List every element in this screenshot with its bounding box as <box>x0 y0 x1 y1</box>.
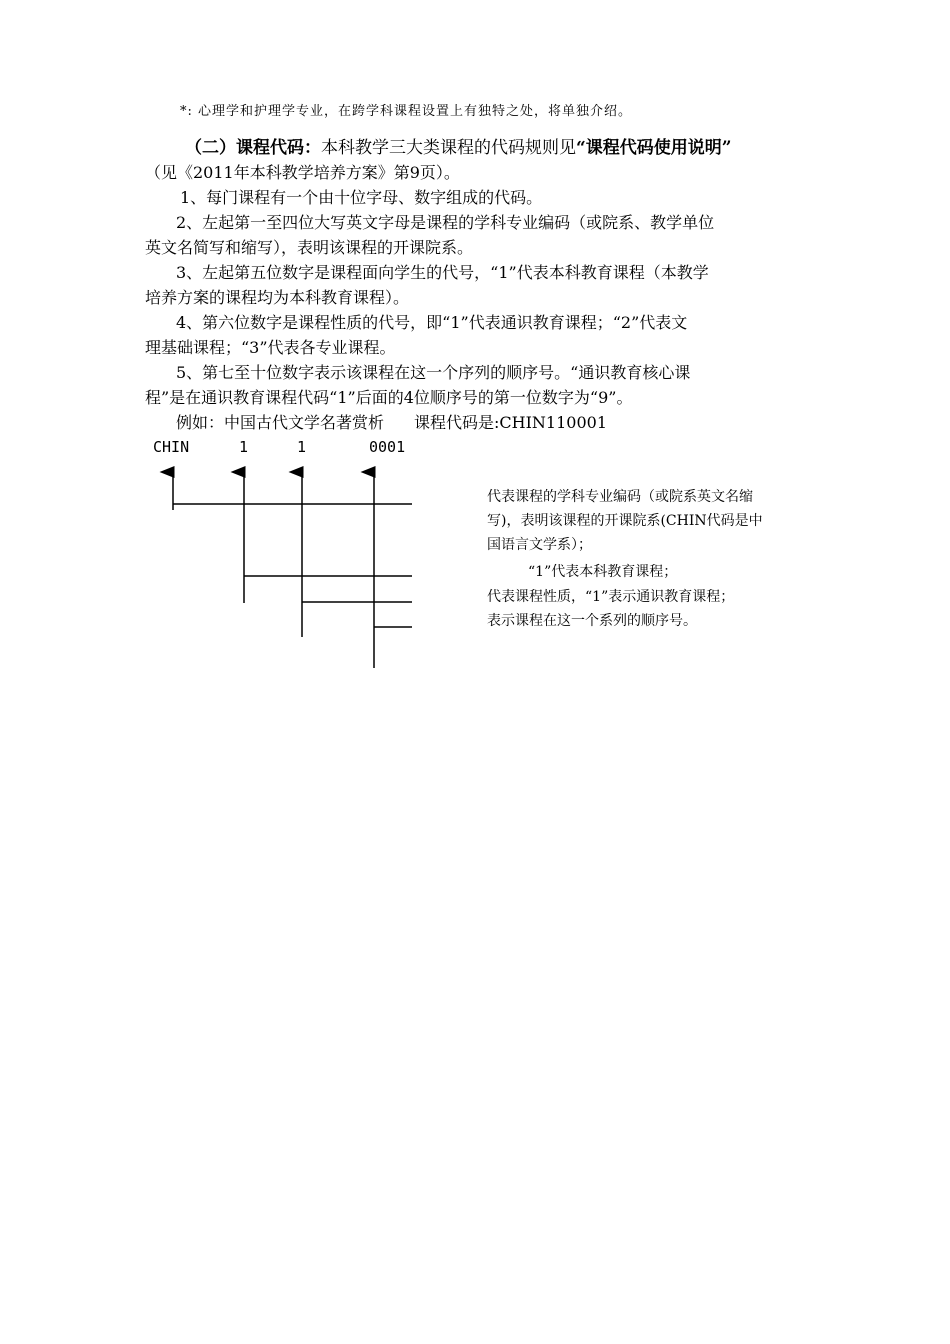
rule-2-line-1: 2、左起第一至四位大写英文字母是课程的学科专业编码（或院系、教学单位 <box>176 213 715 232</box>
code-usage-reference: “课程代码使用说明” <box>576 138 732 158</box>
example-code: 课程代码是:CHIN110001 <box>414 413 608 432</box>
nature-description: 代表课程性质，“1”表示通识教育课程； <box>487 589 735 605</box>
code-part-sequence: 0001 <box>369 438 406 456</box>
rule-3-line-1: 3、左起第五位数字是课程面向学生的代号，“1”代表本科教育课程（本教学 <box>176 263 709 282</box>
code-part-nature: 1 <box>297 438 307 456</box>
rule-5-line-1: 5、第七至十位数字表示该课程在这一个序列的顺序号。“通识教育核心课 <box>176 363 691 382</box>
rule-5-line-2: 程”是在通识教育课程代码“1”后面的4位顺序号的第一位数字为“9”。 <box>145 388 633 407</box>
rule-4-line-1: 4、第六位数字是课程性质的代号，即“1”代表通识教育课程；“2”代表文 <box>176 313 688 332</box>
rule-3-line-2: 培养方案的课程均为本科教育课程）。 <box>145 288 410 307</box>
subject-description-line-2: 写)，表明该课程的开课院系(CHIN代码是中 <box>487 513 763 529</box>
code-part-subject: CHIN <box>153 438 190 456</box>
rule-2-line-2: 英文名简写和缩写），表明该课程的开课院系。 <box>145 238 474 257</box>
section-intro: 本科教学三大类课程的代码规则见 <box>321 138 576 158</box>
audience-description: “1”代表本科教育课程； <box>528 564 678 580</box>
footnote: *: 心理学和护理学专业，在跨学科课程设置上有独特之处，将单独介绍。 <box>180 104 633 119</box>
section-heading: （二）课程代码： <box>185 138 321 158</box>
sequence-description: 表示课程在这一个系列的顺序号。 <box>487 613 697 629</box>
code-part-audience: 1 <box>239 438 249 456</box>
rule-1: 1、每门课程有一个由十位字母、数字组成的代码。 <box>180 188 543 207</box>
rule-4-line-2: 理基础课程；“3”代表各专业课程。 <box>145 338 396 357</box>
subject-description-line-1: 代表课程的学科专业编码（或院系英文名缩 <box>487 489 753 505</box>
example-prefix: 例如：中国古代文学名著赏析 <box>176 413 385 432</box>
subject-description-line-3: 国语言文学系）； <box>487 537 592 553</box>
source-line: （见《2011年本科教学培养方案》第9页）。 <box>145 163 460 182</box>
